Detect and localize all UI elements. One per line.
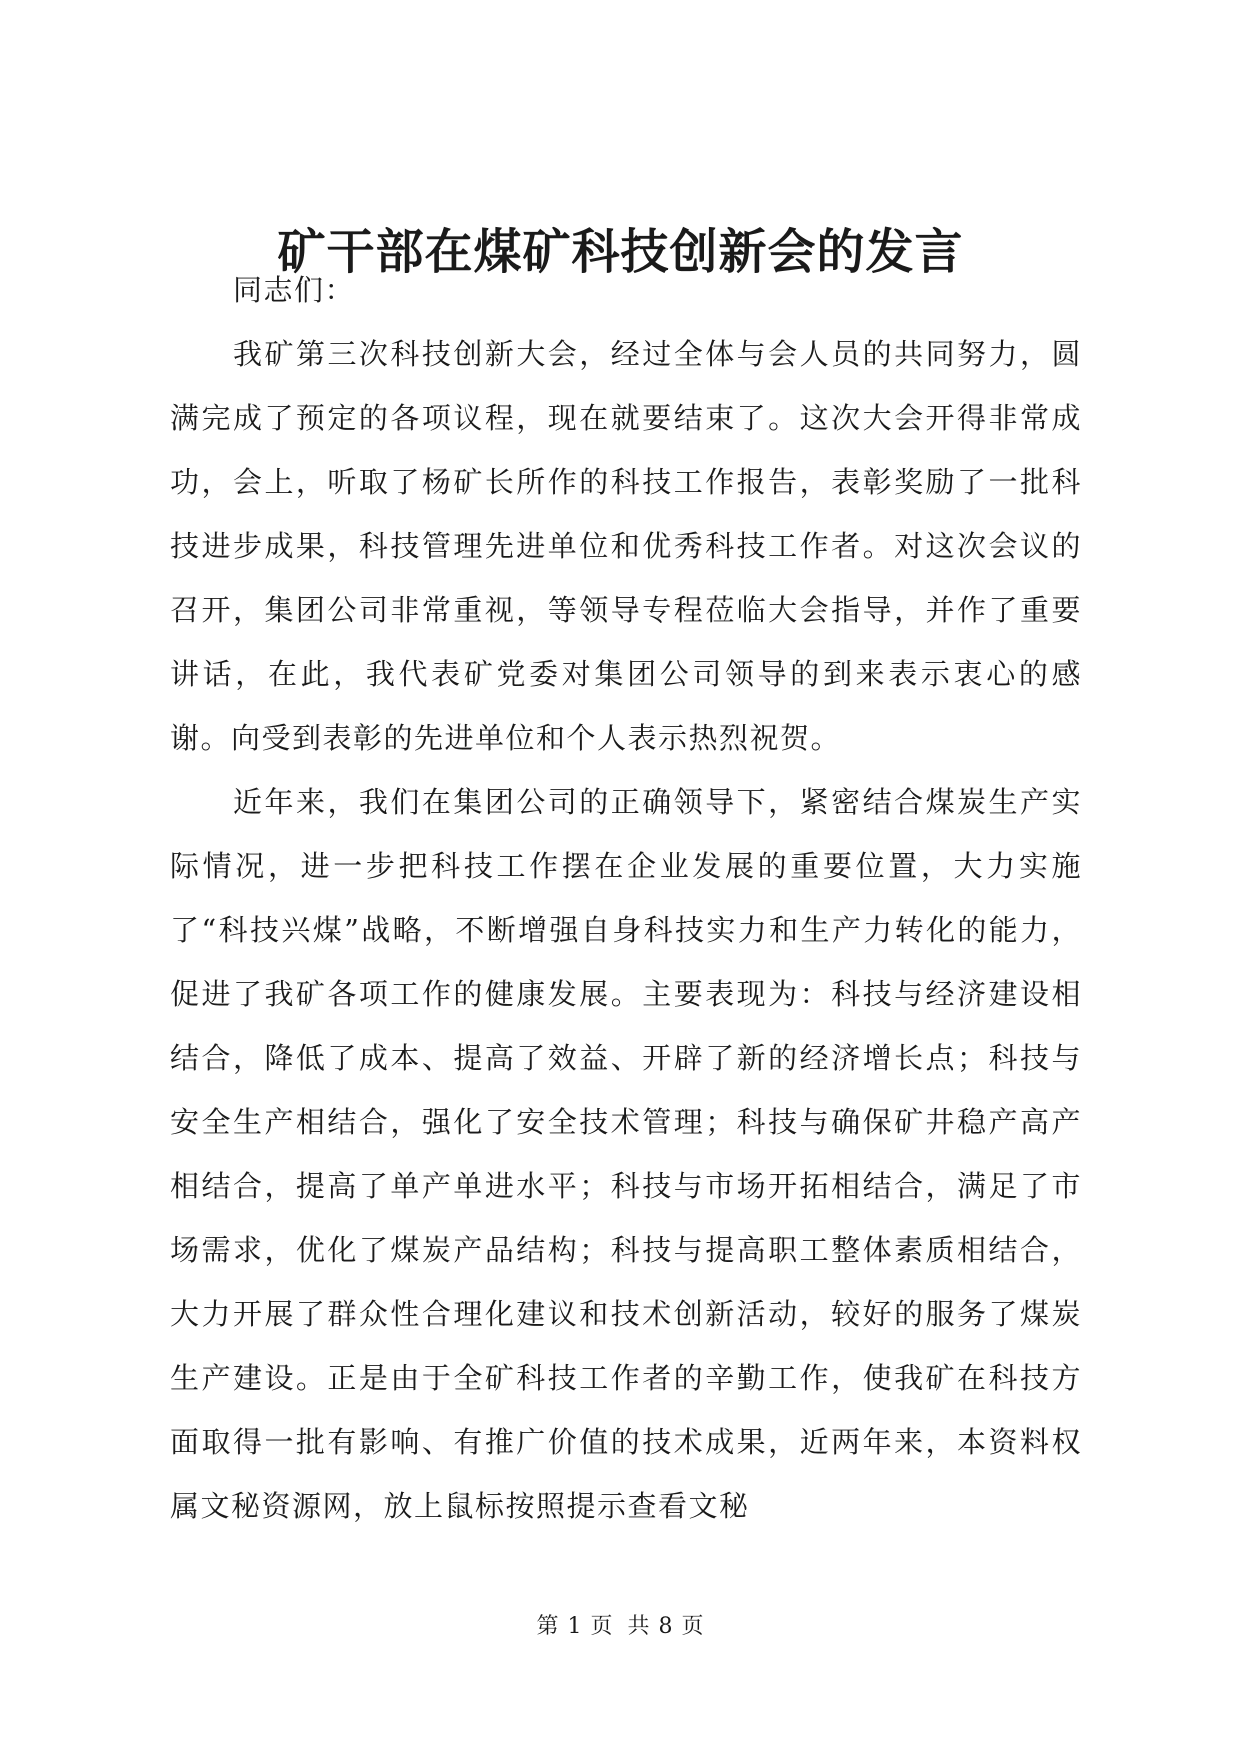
paragraph-1: 我矿第三次科技创新大会，经过全体与会人员的共同努力，圆满完成了预定的各项议程，现在就要结束了。这次大会开得非常成功，会上，听取了杨矿长所作的科技工作报告，表彰奖励了一批科技进步成果，科技管理先进单位和优秀科技工作者。对这次会议的召开，集团公司非常重视，等领导专程莅临大会指导，并作了重要讲话，在此，我代表矿党委对集团公司领导的到来表示衷心的感谢。向受到表彰的先进单位和个人表示热烈祝贺。 (170, 337, 1082, 755)
page-footer (0, 1612, 1241, 1642)
document-body (170, 258, 1082, 1538)
salutation: 同志们： (233, 273, 356, 307)
page-number: 第 1 页 (536, 1614, 614, 1639)
page-total: 共 8 页 (627, 1614, 705, 1639)
document-title: 矿干部在煤矿科技创新会的发言 (277, 224, 964, 280)
paragraph-2: 近年来，我们在集团公司的正确领导下，紧密结合煤炭生产实际情况，进一步把科技工作摆在企业发展的重要位置，大力实施了“科技兴煤”战略，不断增强自身科技实力和生产力转化的能力，促进了我矿各项工作的健康发展。主要表现为：科技与经济建设相结合，降低了成本、提高了效益、开辟了新的经济增长点；科技与安全生产相结合，强化了安全技术管理；科技与确保矿井稳产高产相结合，提高了单产单进水平；科技与市场开拓相结合，满足了市场需求，优化了煤炭产品结构；科技与提高职工整体素质相结合，大力开展了群众性合理化建议和技术创新活动，较好的服务了煤炭生产建设。正是由于全矿科技工作者的辛勤工作，使我矿在科技方面取得一批有影响、有推广价值的技术成果，近两年来，本资料权属文秘资源网，放上鼠标按照提示查看文秘 (170, 785, 1082, 1523)
